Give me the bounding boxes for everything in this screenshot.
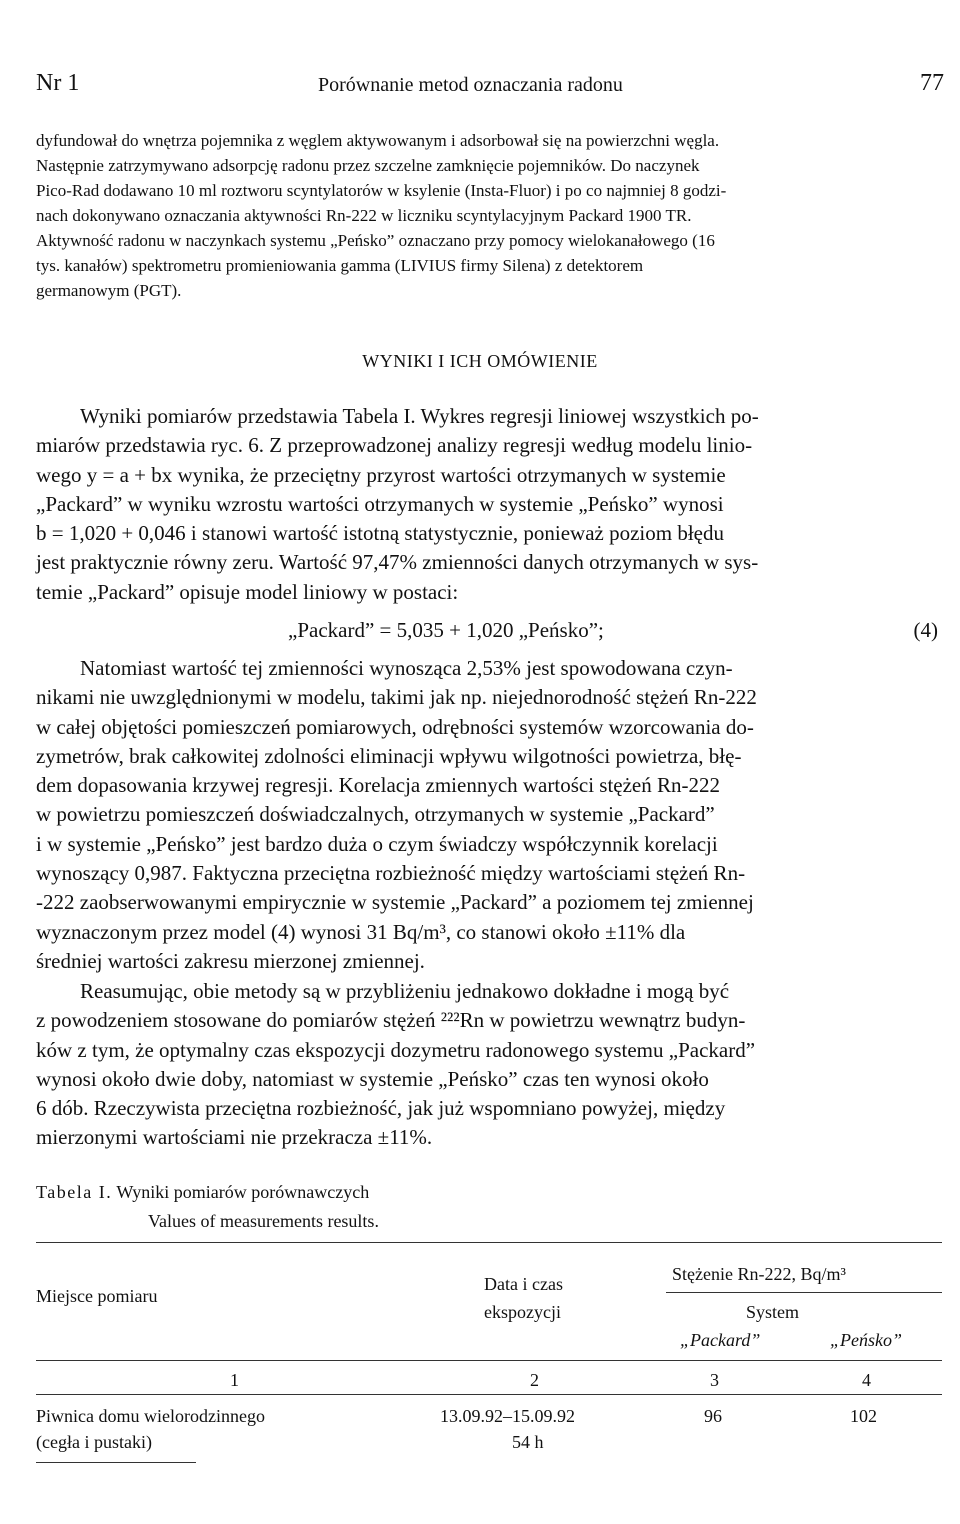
text-line: dyfundował do wnętrza pojemnika z węglem aktywowanym i adsorbował się na powierzchni węgla. — [36, 131, 720, 150]
text-line: Natomiast wartość tej zmienności wynosząca 2,53% jest spowodowana czyn- — [80, 656, 733, 680]
header-packard: „Packard” — [680, 1330, 761, 1350]
header-bottom-rule — [36, 1360, 942, 1361]
text-line: średniej wartości zakresu mierzonej zmiennej. — [36, 948, 425, 973]
methods-paragraph — [36, 128, 948, 303]
header-subrule — [666, 1292, 942, 1293]
column-number: 4 — [862, 1370, 871, 1390]
text-line: Pico-Rad dodawano 10 ml roztworu scyntylatorów w ksylenie (Insta-Fluor) i po co najmniej 8 godzi- — [36, 181, 727, 200]
section-heading: WYNIKI I ICH OMÓWIENIE — [362, 351, 598, 371]
discussion-paragraph — [36, 654, 942, 976]
row-place-line2: (cegła i pustaki) — [36, 1432, 152, 1452]
numbers-bottom-rule — [36, 1394, 942, 1395]
text-line: w powietrzu pomieszczeń doświadczalnych, otrzymanych w systemie „Packard” — [36, 802, 715, 827]
text-line: wyznaczonym przez model (4) wynosi 31 Bq/m³, co stanowi około ±11% dla — [36, 919, 686, 944]
text-line: „Packard” w wyniku wzrostu wartości otrzymanych w systemie „Peńsko” wynosi — [36, 491, 724, 516]
results-paragraph — [36, 402, 942, 607]
text-line: jest praktycznie równy zeru. Wartość 97,47% zmienności danych otrzymanych w sys- — [36, 550, 759, 575]
header-pensko: „Peńsko” — [830, 1330, 902, 1350]
regression-equation: „Packard” = 5,035 + 1,020 „Peńsko”; — [288, 618, 604, 642]
text-line: tys. kanałów) spektrometru promieniowania gamma (LIVIUS firmy Silena) z detektorem — [36, 256, 644, 275]
row-date-line2: 54 h — [512, 1432, 544, 1452]
row-pensko-value: 102 — [850, 1406, 877, 1426]
table-label: Tabela I. — [36, 1182, 113, 1202]
text-line: wynoszący 0,987. Faktyczna przeciętna rozbieżność między wartościami stężeń Rn- — [36, 861, 746, 886]
column-number: 2 — [530, 1370, 539, 1390]
table-top-rule — [36, 1242, 942, 1243]
text-line: temie „Packard” opisuje model liniowy w postaci: — [36, 579, 459, 604]
running-title: Porównanie metod oznaczania radonu — [318, 74, 623, 96]
text-line: nach dokonywano oznaczania aktywności Rn-222 w liczniku scyntylacyjnym Packard 1900 TR. — [36, 206, 692, 225]
text-line: zymetrów, brak całkowitej zdolności eliminacji wpływu wilgotności powietrza, błę- — [36, 743, 742, 768]
row-packard-value: 96 — [704, 1406, 722, 1426]
text-line: 6 dób. Rzeczywista przeciętna rozbieżność, jak już wspomniano powyżej, między — [36, 1096, 726, 1121]
text-line: i w systemie „Peńsko” jest bardzo duża o czym świadczy współczynnik korelacji — [36, 831, 718, 856]
equation-number: (4) — [913, 618, 938, 642]
text-line: mierzonymi wartościami nie przekracza ±11%. — [36, 1125, 433, 1150]
header-concentration: Stężenie Rn-222, Bq/m³ — [672, 1264, 846, 1284]
row-date-line1: 13.09.92–15.09.92 — [440, 1406, 575, 1426]
text-line: w całej objętości pomieszczeń pomiarowych, odrębności systemów wzorcowania do- — [36, 714, 754, 739]
text-line: dem dopasowania krzywej regresji. Korelacja zmiennych wartości stężeń Rn-222 — [36, 773, 720, 798]
text-line: germanowym (PGT). — [36, 281, 182, 300]
column-number: 3 — [710, 1370, 719, 1390]
header-date-line1: Data i czas — [484, 1274, 563, 1294]
table-title-english: Values of measurements results. — [148, 1211, 379, 1231]
text-line: Wyniki pomiarów przedstawia Tabela I. Wykres regresji liniowej wszystkich po- — [80, 404, 759, 428]
text-line: wego y = a + bx wynika, że przeciętny przyrost wartości otrzymanych w systemie — [36, 462, 726, 487]
row-place-line1: Piwnica domu wielorodzinnego — [36, 1406, 265, 1426]
text-line: b = 1,020 + 0,046 i stanowi wartość istotną statystycznie, ponieważ poziom błędu — [36, 521, 724, 546]
table-caption — [36, 1178, 379, 1236]
column-number: 1 — [230, 1370, 239, 1390]
header-date-line2: ekspozycji — [484, 1302, 561, 1322]
text-line: Reasumując, obie metody są w przybliżeniu jednakowo dokładne i mogą być — [80, 979, 730, 1003]
summary-paragraph — [36, 977, 942, 1153]
text-line: -222 zaobserwowanymi empirycznie w systemie „Packard” a poziomem tej zmiennej — [36, 890, 754, 915]
text-line: Następnie zatrzymywano adsorpcję radonu przez szczelne zamknięcie pojemników. Do naczynek — [36, 156, 700, 175]
text-line: wynosi około dwie doby, natomiast w systemie „Peńsko” czas ten wynosi około — [36, 1066, 709, 1091]
text-line: z powodzeniem stosowane do pomiarów stężeń ²²²Rn w powietrzu wewnątrz budyn- — [36, 1008, 746, 1033]
text-line: Aktywność radonu w naczynkach systemu „Peńsko” oznaczano przy pomocy wielokanałowego (16 — [36, 231, 715, 250]
row-bottom-rule — [36, 1462, 196, 1463]
journal-issue: Nr 1 — [36, 70, 80, 96]
text-line: miarów przedstawia ryc. 6. Z przeprowadzonej analizy regresji według modelu linio- — [36, 433, 753, 458]
header-system: System — [746, 1302, 800, 1322]
text-line: ków z tym, że optymalny czas ekspozycji dozymetru radonowego systemu „Packard” — [36, 1037, 756, 1062]
text-line: nikami nie uwzględnionymi w modelu, takimi jak np. niejednorodność stężeń Rn-222 — [36, 685, 757, 710]
header-place: Miejsce pomiaru — [36, 1286, 158, 1306]
table-title-polish: Wyniki pomiarów porównawczych — [116, 1182, 370, 1202]
page-number: 77 — [920, 70, 944, 96]
